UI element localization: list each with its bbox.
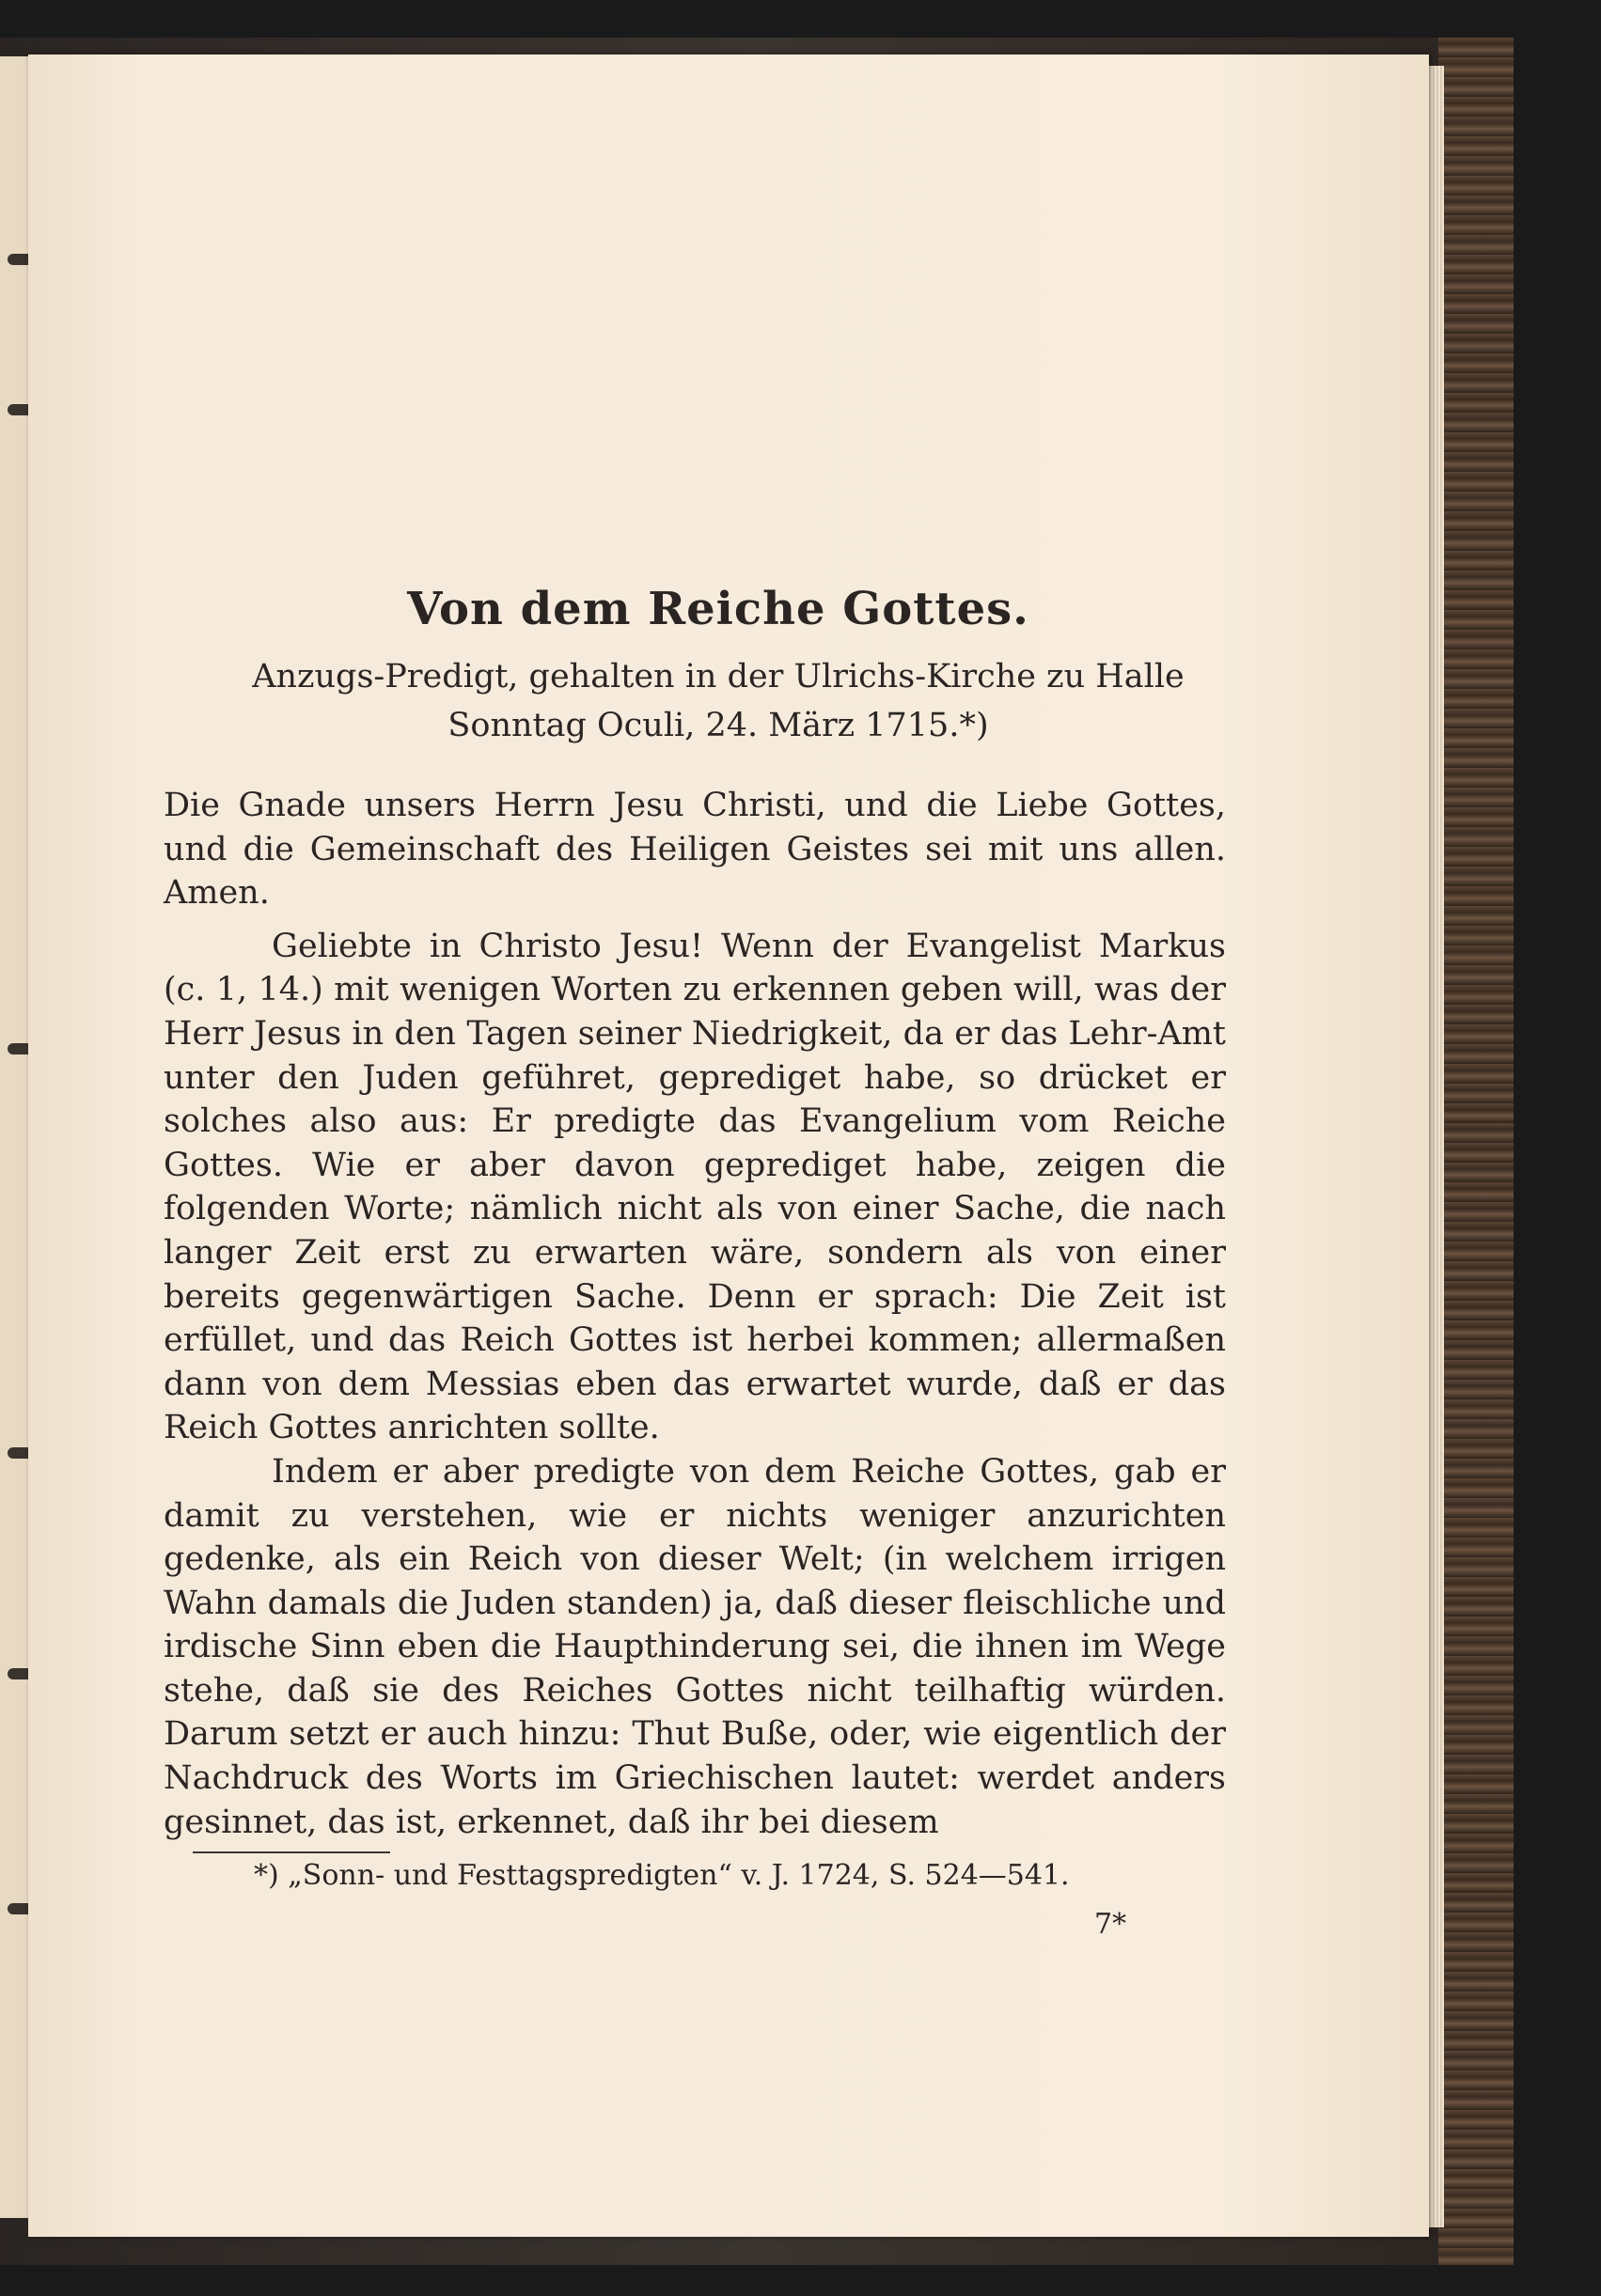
paragraph-blessing: Die Gnade unsers Herrn Jesu Christi, und die Liebe Gottes, und die Gemeinschaft des Heiligen Geistes sei mit uns allen. Amen.: [164, 787, 1226, 913]
footnote-divider: [193, 1851, 390, 1853]
paragraph-intro: Geliebte in Christo Jesu! Wenn der Evangelist Markus (c. 1, 14.) mit wenigen Worten zu erkennen geben will, was der Herr Jesus in den Tagen seiner Niedrigkeit, da er das Lehr-Amt unter den Juden geführet, geprediget habe, so drücket er solches also aus: Er predigte das Evangelium vom Reiche Gottes. Wie er aber davon geprediget habe, zeigen die folgenden Worte; nämlich nicht als von einer Sache, die nach langer Zeit erst zu erwarten wäre, sondern als von einer bereits gegenwärtigen Sache. Denn er sprach: Die Zeit ist erfüllet, und das Reich Gottes ist herbei kommen; allermaßen dann von dem Messias eben das erwartet wurde, daß er das Reich Gottes anrichten sollte.: [164, 927, 1226, 1447]
footnote: *) „Sonn- und Festtagspredigten“ v. J. 1724, S. 524—541.: [254, 1859, 1070, 1892]
book-spine-edge: [1438, 38, 1514, 2265]
subtitle-line: Sonntag Oculi, 24. März 1715.*): [447, 707, 989, 744]
page-stack-edges: [1429, 66, 1444, 2227]
page-text: [164, 583, 1226, 1844]
signature-mark: 7*: [1094, 1908, 1127, 1941]
sermon-subtitle: [164, 652, 1226, 750]
subtitle-line: Anzugs-Predigt, gehalten in der Ulrichs-Kirche zu Halle: [252, 658, 1185, 695]
page-title: Von dem Reiche Gottes.: [407, 583, 1029, 635]
previous-page-edge: [0, 56, 30, 2218]
paragraph-continuation: Indem er aber predigte von dem Reiche Gottes, gab er damit zu verstehen, wie er nichts weniger anzurichten gedenke, als ein Reich von dieser Welt; (in welchem irrigen Wahn damals die Juden standen) ja, daß dieser fleischliche und irdische Sinn eben die Haupthinderung sei, die ihnen im Wege stehe, daß sie des Reiches Gottes nicht teilhaftig würden. Darum setzt er auch hinzu: Thut Buße, oder, wie eigentlich der Nachdruck des Worts im Griechischen lautet: werdet anders gesinnet, das ist, erkennet, daß ihr bei diesem: [164, 1452, 1226, 1841]
